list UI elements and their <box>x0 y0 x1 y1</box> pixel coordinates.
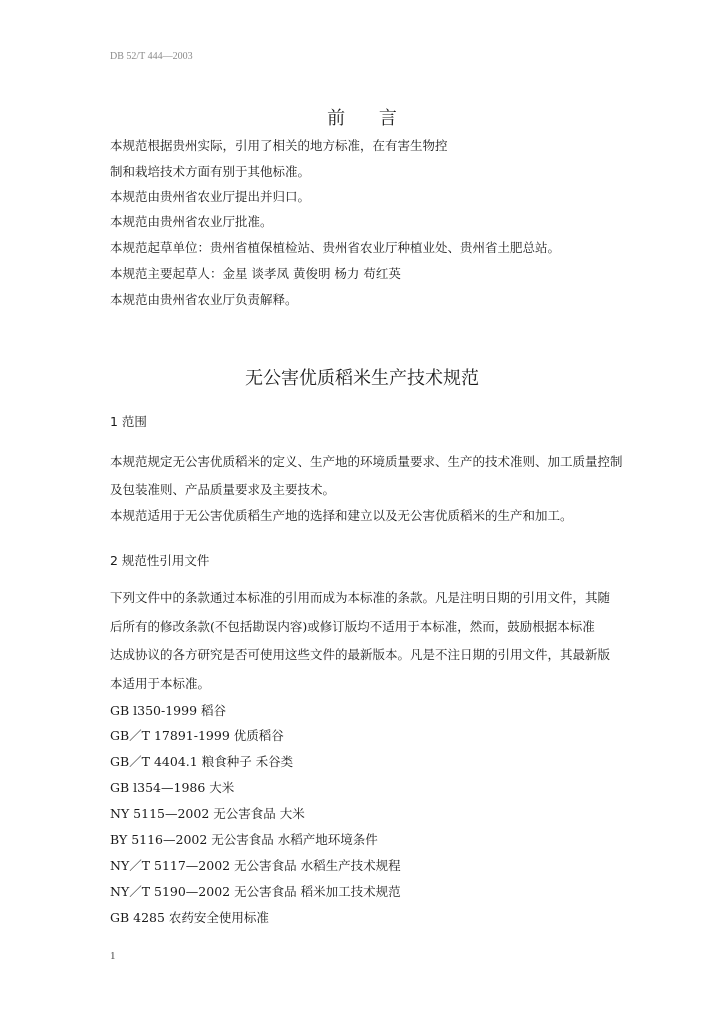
foreword-line: 制和栽培技术方面有别于其他标准。 <box>110 164 311 179</box>
references-intro-line: 本适用于本标准。 <box>110 676 211 691</box>
section-heading-scope: 1 范围 <box>110 414 147 429</box>
reference-item: NY／T 5190—2002 无公害食品 稻米加工技术规范 <box>110 884 401 899</box>
foreword-line: 本规范根据贵州实际，引用了相关的地方标准，在有害生物控 <box>110 138 448 153</box>
scope-line: 及包装准则、产品质量要求及主要技术。 <box>110 482 336 497</box>
standard-code-header: DB 52/T 444—2003 <box>110 51 193 62</box>
reference-item: NY／T 5117—2002 无公害食品 水稻生产技术规程 <box>110 858 401 873</box>
scope-line: 本规范规定无公害优质稻米的定义、生产地的环境质量要求、生产的技术准则、加工质量控制 <box>110 454 623 469</box>
foreword-line: 本规范由贵州省农业厅批准。 <box>110 214 273 229</box>
foreword-line: 本规范主要起草人：金星 谈孝凤 黄俊明 杨力 苟红英 <box>110 266 401 281</box>
document-main-title: 无公害优质稻米生产技术规范 <box>245 368 479 389</box>
foreword-line: 本规范起草单位：贵州省植保植检站、贵州省农业厅种植业处、贵州省土肥总站。 <box>110 240 561 255</box>
references-intro-line: 下列文件中的条款通过本标准的引用而成为本标准的条款。凡是注明日期的引用文件，其随 <box>110 590 611 605</box>
reference-item: NY 5115—2002 无公害食品 大米 <box>110 806 305 821</box>
scope-line: 本规范适用于无公害优质稻生产地的选择和建立以及无公害优质稻米的生产和加工。 <box>110 508 573 523</box>
foreword-line: 本规范由贵州省农业厅提出并归口。 <box>110 189 311 204</box>
foreword-title: 前 言 <box>327 108 411 129</box>
references-intro-line: 达成协议的各方研究是否可使用这些文件的最新版本。凡是不注日期的引用文件，其最新版 <box>110 647 611 662</box>
reference-item: GB l350-1999 稻谷 <box>110 703 227 718</box>
reference-item: GB 4285 农药安全使用标准 <box>110 910 269 925</box>
page-number: 1 <box>110 950 116 962</box>
references-intro-line: 后所有的修改条款(不包括勘误内容)或修订版均不适用于本标准，然而，鼓励根据本标准 <box>110 619 595 634</box>
reference-item: BY 5116—2002 无公害食品 水稻产地环境条件 <box>110 832 378 847</box>
reference-item: GB／T 4404.1 粮食种子 禾谷类 <box>110 754 294 769</box>
reference-item: GB／T 17891-1999 优质稻谷 <box>110 728 284 743</box>
section-heading-normative-references: 2 规范性引用文件 <box>110 553 210 568</box>
reference-item: GB l354—1986 大米 <box>110 780 235 795</box>
foreword-line: 本规范由贵州省农业厅负责解释。 <box>110 292 298 307</box>
